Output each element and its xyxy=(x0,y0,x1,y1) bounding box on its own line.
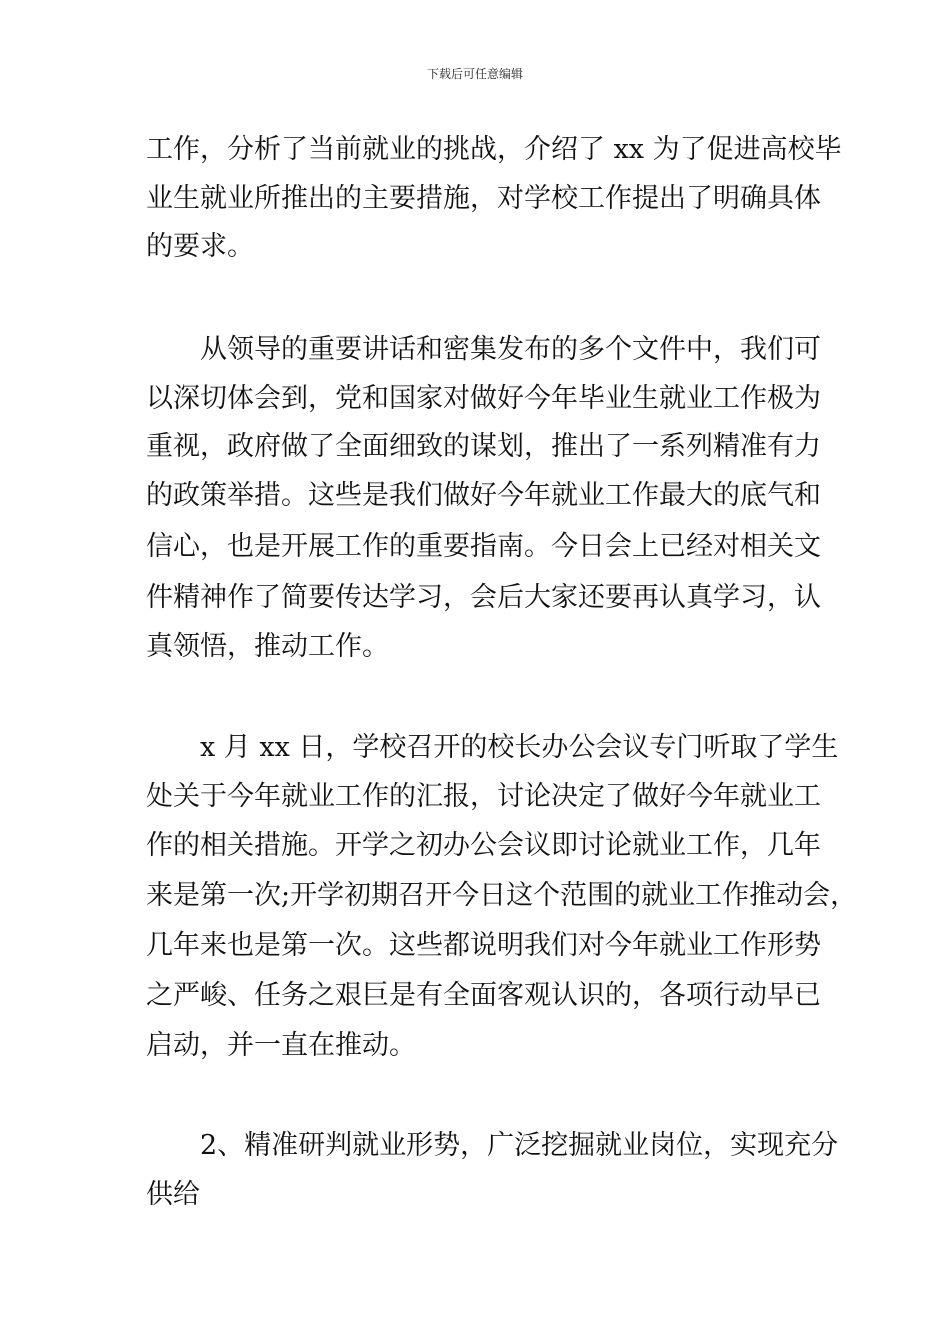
paragraph-3-line-6: 之严峻、任务之艰巨是有全面客观认识的，各项行动早已 xyxy=(146,980,821,1011)
paragraph-1-line-1: 工作，分析了当前就业的挑战，介绍了 xx 为了促进高校毕 xyxy=(146,134,842,165)
paragraph-2-line-4: 的政策举措。这些是我们做好今年就业工作最大的底气和 xyxy=(146,480,821,511)
paragraph-2-line-3: 重视，政府做了全面细致的谋划，推出了一系列精准有力 xyxy=(146,431,821,462)
paragraph-2-line-2: 以深切体会到，党和国家对做好今年毕业生就业工作极为 xyxy=(146,383,821,414)
paragraph-3-line-4: 来是第一次;开学初期召开今日这个范围的就业工作推动会， xyxy=(146,880,858,911)
paragraph-3-line-7: 启动，并一直在推动。 xyxy=(146,1030,416,1061)
paragraph-3-line-1: x 月 xx 日，学校召开的校长办公会议专门听取了学生 xyxy=(146,732,839,763)
page-header: 下载后可任意编辑 xyxy=(426,67,523,81)
paragraph-1-line-2: 业生就业所推出的主要措施，对学校工作提出了明确具体 xyxy=(146,183,821,214)
paragraph-2-line-5: 信心，也是开展工作的重要指南。今日会上已经对相关文 xyxy=(146,531,821,562)
paragraph-4-line-1: 2、精准研判就业形势，广泛挖掘就业岗位，实现充分 xyxy=(146,1130,839,1161)
paragraph-1-line-3: 的要求。 xyxy=(146,231,254,262)
paragraph-4-line-2: 供给 xyxy=(146,1179,200,1210)
paragraph-2-line-6: 件精神作了简要传达学习，会后大家还要再认真学习，认 xyxy=(146,582,821,613)
paragraph-3-line-2: 处关于今年就业工作的汇报，讨论决定了做好今年就业工 xyxy=(146,781,821,812)
paragraph-2-line-1: 从领导的重要讲话和密集发布的多个文件中，我们可 xyxy=(146,334,821,365)
paragraph-3-line-3: 作的相关措施。开学之初办公会议即讨论就业工作，几年 xyxy=(146,830,821,861)
paragraph-2-line-7: 真领悟，推动工作。 xyxy=(146,631,389,662)
paragraph-3-line-5: 几年来也是第一次。这些都说明我们对今年就业工作形势 xyxy=(146,930,821,961)
